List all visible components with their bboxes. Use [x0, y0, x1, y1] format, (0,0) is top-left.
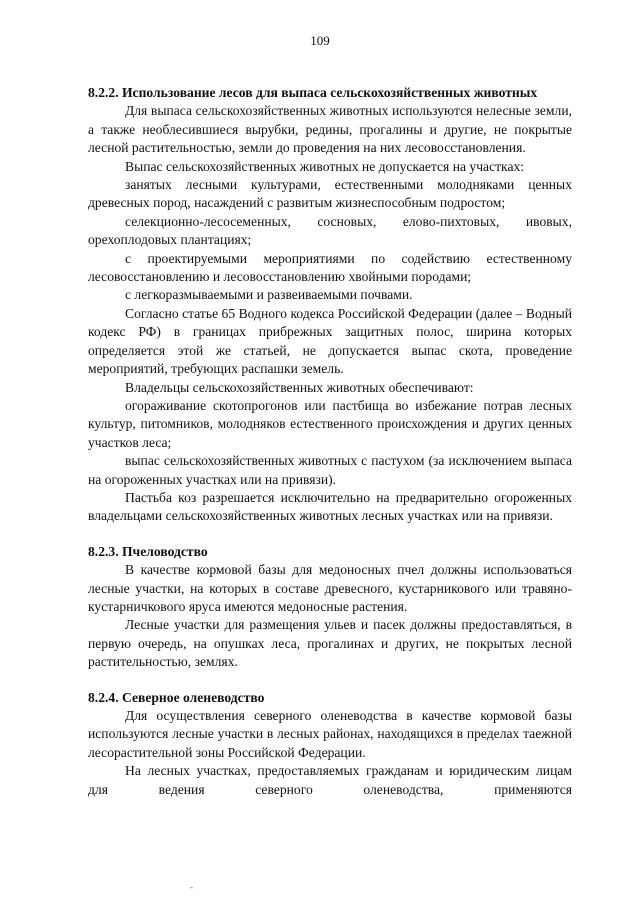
paragraph: Для выпаса сельскохозяйственных животных используются нелесные земли, а также необлесившиеся вырубки, редины, прогалины и другие, не покрытые лесной растительностью, земли до проведения на них лесовосстановления. — [88, 103, 572, 156]
section-heading: 8.2.4. Северное оленеводство — [88, 689, 265, 705]
page-number: 109 — [310, 33, 330, 48]
paragraph: В качестве кормовой базы для медоносных пчел должны использоваться лесные участки, на которых в составе древесного, кустарникового или травяно-кустарничкового яруса имеются медоносные растения. — [88, 562, 572, 614]
paragraph: Владельцы сельскохозяйственных животных обеспечивают: — [125, 379, 474, 395]
document-body — [88, 84, 572, 799]
paragraph: Пастьба коз разрешается исключительно на предварительно огороженных владельцами сельскохозяйственных животных лесных участках или на привязи. — [88, 489, 572, 524]
section-8-2-4 — [88, 689, 572, 799]
paragraph: Лесные участки для размещения ульев и пасек должны предоставляться, в первую очередь, на опушках леса, прогалинах и других, не покрытых лесной растительностью, землях. — [88, 617, 572, 670]
list-paragraph: огораживание скотопрогонов или пастбища во избежание потрав лесных культур, питомников, молодняков естественного происхождения и других ценных участков леса; — [88, 397, 572, 450]
scan-speck: - — [190, 882, 193, 892]
section-spacer — [88, 526, 572, 543]
section-heading: 8.2.3. Пчеловодство — [88, 543, 208, 559]
paragraph: Согласно статье 65 Водного кодекса Российской Федерации (далее – Водный кодекс РФ) в границах прибрежных защитных полос, ширина которых определяется этой же статьей, не допускается выпас скота, проведение мероприятий, требующих распашки земель. — [88, 305, 572, 377]
section-heading: 8.2.2. Использование лесов для выпаса сельскохозяйственных животных — [88, 85, 538, 100]
paragraph: Выпас сельскохозяйственных животных не допускается на участках: — [125, 158, 525, 174]
list-paragraph: с проектируемыми мероприятиями по содействию естественному лесовосстановлению и лесовосстановлению хвойными породами; — [88, 250, 572, 285]
section-spacer — [88, 672, 572, 689]
list-paragraph: занятых лесными культурами, естественными молодняками ценных древесных пород, насаждений с развитым жизнеспособным подростом; — [88, 177, 572, 211]
paragraph: На лесных участках, предоставляемых гражданам и юридическим лицам для ведения северного оленеводства, применяются — [88, 763, 572, 797]
list-paragraph: выпас сельскохозяйственных животных с пастухом (за исключением выпаса на огороженных участках или на привязи). — [88, 453, 572, 487]
paragraph: Для осуществления северного оленеводства в качестве кормовой базы используются лесные участки в лесных районах, находящихся в пределах таежной лесорастительной зоны Российской Федерации. — [88, 708, 572, 760]
section-8-2-2 — [88, 84, 572, 526]
list-paragraph: селекционно-лесосеменных, сосновых, елово-пихтовых, ивовых, орехоплодовых плантациях; — [88, 213, 572, 248]
section-8-2-3 — [88, 543, 572, 672]
list-paragraph: с легкоразмываемыми и развеиваемыми почвами. — [125, 287, 413, 303]
